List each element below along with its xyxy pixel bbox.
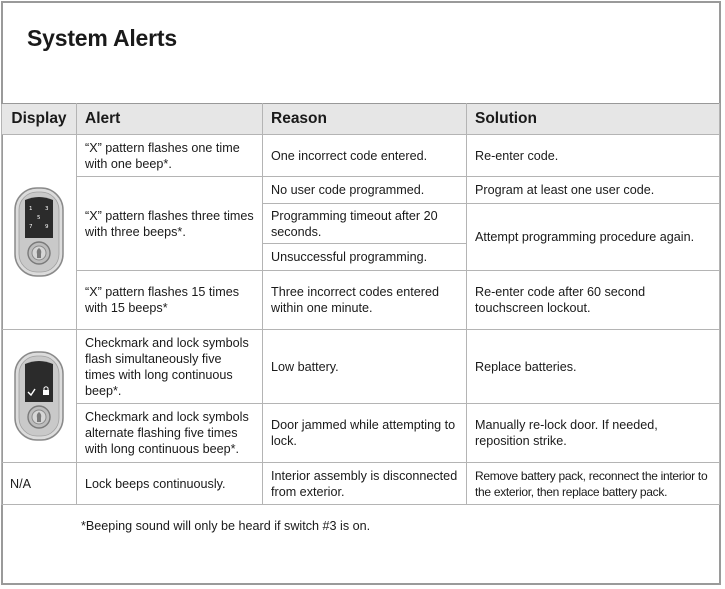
reason-cell: No user code programmed. <box>263 177 467 204</box>
reason-cell: Door jammed while attempting to lock. <box>263 404 467 463</box>
keypad-deadbolt-icon <box>13 186 65 278</box>
reason-cell: Low battery. <box>263 330 467 404</box>
solution-cell: Program at least one user code. <box>467 177 720 204</box>
keypad-label: 3 <box>45 206 49 212</box>
header-alert: Alert <box>77 104 263 135</box>
page-title: System Alerts <box>27 25 177 51</box>
alert-cell: “X” pattern flashes 15 times with 15 beeps* <box>77 271 263 330</box>
footnote: *Beeping sound will only be heard if switch #3 is on. <box>81 519 371 533</box>
alert-cell: Checkmark and lock symbols alternate flashing five times with long continuous beep*. <box>77 404 263 463</box>
table-row <box>2 271 720 330</box>
display-na: N/A <box>2 463 77 505</box>
table-header-row <box>2 104 720 135</box>
alert-cell: “X” pattern flashes one time with one beep*. <box>77 135 263 177</box>
reason-cell: Three incorrect codes entered within one minute. <box>263 271 467 330</box>
header-solution: Solution <box>467 104 720 135</box>
reason-cell: Programming timeout after 20 seconds. <box>263 204 467 244</box>
solution-cell: Manually re-lock door. If needed, reposition strike. <box>467 404 720 463</box>
table-row <box>2 177 720 204</box>
alert-cell: Lock beeps continuously. <box>77 463 263 505</box>
header-display: Display <box>2 104 77 135</box>
alert-cell: Checkmark and lock symbols flash simultaneously five times with long continuous beep*. <box>77 330 263 404</box>
solution-cell: Attempt programming procedure again. <box>467 204 720 271</box>
solution-cell: Replace batteries. <box>467 330 720 404</box>
header-reason: Reason <box>263 104 467 135</box>
keypad-label: 9 <box>45 224 49 230</box>
solution-cell: Re-enter code. <box>467 135 720 177</box>
checkmark-lock-deadbolt-icon <box>13 350 65 442</box>
table-row <box>2 463 720 505</box>
reason-cell: Unsuccessful programming. <box>263 244 467 271</box>
keypad-label: 1 <box>29 206 33 212</box>
keypad-label: 7 <box>29 224 33 230</box>
solution-cell: Remove battery pack, reconnect the interior to the exterior, then replace battery pack. <box>467 463 720 505</box>
display-checkmark-lock <box>2 330 77 463</box>
table-row <box>2 330 720 404</box>
reason-cell: Interior assembly is disconnected from exterior. <box>263 463 467 505</box>
system-alerts-table <box>1 103 720 505</box>
table-row <box>2 135 720 177</box>
reason-cell: One incorrect code entered. <box>263 135 467 177</box>
solution-cell: Re-enter code after 60 second touchscreen lockout. <box>467 271 720 330</box>
alert-cell: “X” pattern flashes three times with three beeps*. <box>77 177 263 271</box>
table-row <box>2 404 720 463</box>
display-keypad-lock <box>2 135 77 330</box>
keypad-label: 5 <box>37 215 41 221</box>
